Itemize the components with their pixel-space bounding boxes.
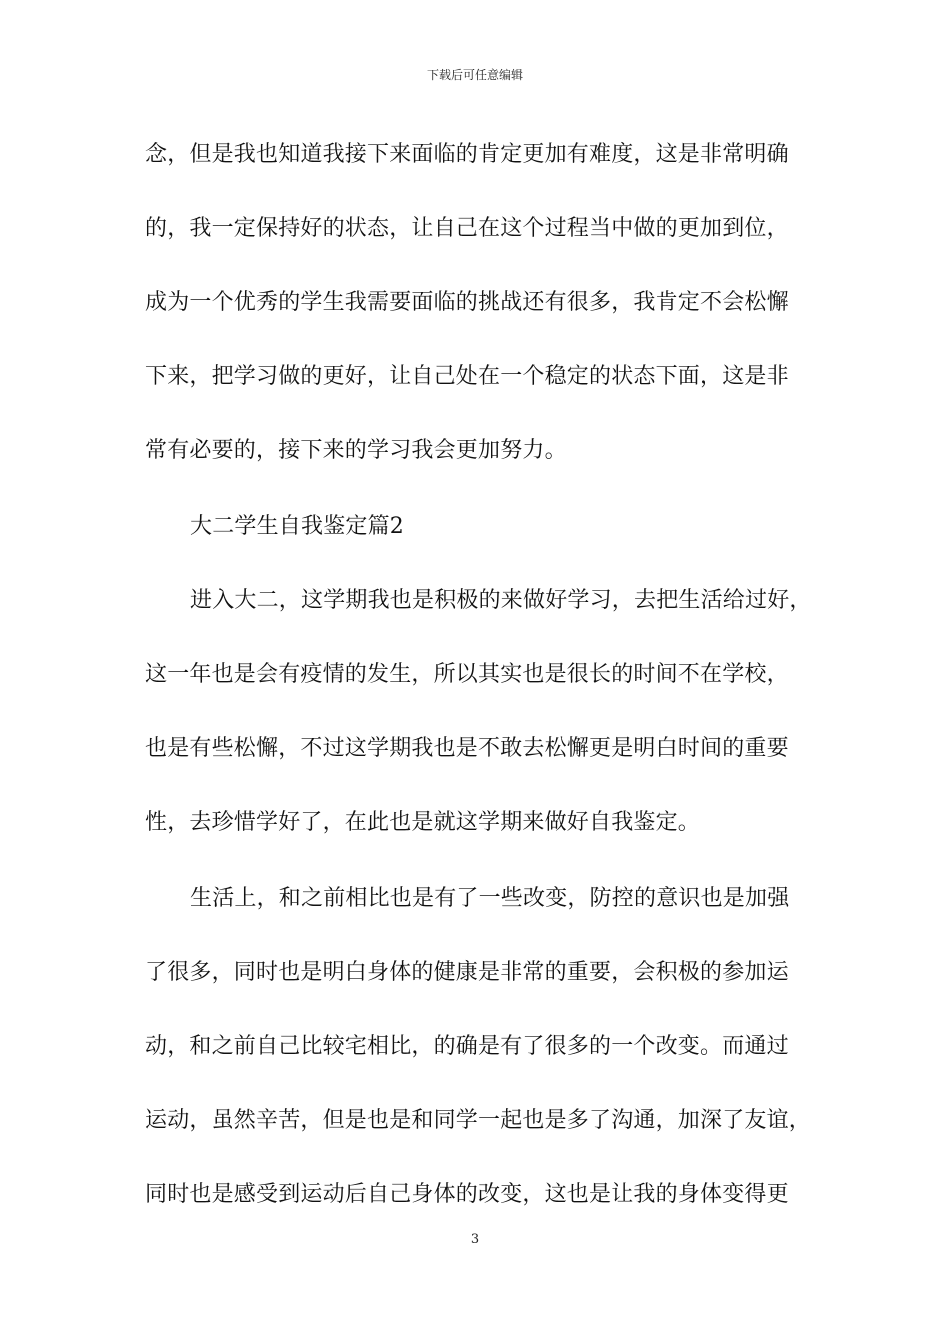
body-line: 了很多，同时也是明白身体的健康是非常的重要，会积极的参加运	[145, 960, 789, 985]
body-line: 动，和之前自己比较宅相比，的确是有了很多的一个改变。而通过	[145, 1034, 789, 1059]
section-heading: 大二学生自我鉴定篇2	[190, 514, 404, 539]
body-line: 运动，虽然辛苦，但是也是和同学一起也是多了沟通，加深了友谊，	[145, 1108, 812, 1133]
page-header: 下载后可任意编辑	[426, 68, 523, 82]
body-line: 进入大二，这学期我也是积极的来做好学习，去把生活给过好，	[190, 588, 812, 613]
body-line: 成为一个优秀的学生我需要面临的挑战还有很多，我肯定不会松懈	[145, 290, 789, 315]
body-line: 的，我一定保持好的状态，让自己在这个过程当中做的更加到位，	[145, 216, 789, 241]
body-line: 也是有些松懈，不过这学期我也是不敢去松懈更是明白时间的重要	[145, 736, 789, 761]
body-line: 常有必要的，接下来的学习我会更加努力。	[145, 438, 567, 463]
body-line: 下来，把学习做的更好，让自己处在一个稳定的状态下面，这是非	[145, 364, 789, 389]
body-line: 性，去珍惜学好了，在此也是就这学期来做好自我鉴定。	[145, 810, 701, 835]
page-number: 3	[470, 1232, 480, 1247]
body-line: 同时也是感受到运动后自己身体的改变，这也是让我的身体变得更	[145, 1182, 789, 1207]
body-line: 念，但是我也知道我接下来面临的肯定更加有难度，这是非常明确	[145, 142, 789, 167]
body-line: 这一年也是会有疫情的发生，所以其实也是很长的时间不在学校，	[145, 662, 789, 687]
body-line: 生活上，和之前相比也是有了一些改变，防控的意识也是加强	[190, 886, 790, 911]
